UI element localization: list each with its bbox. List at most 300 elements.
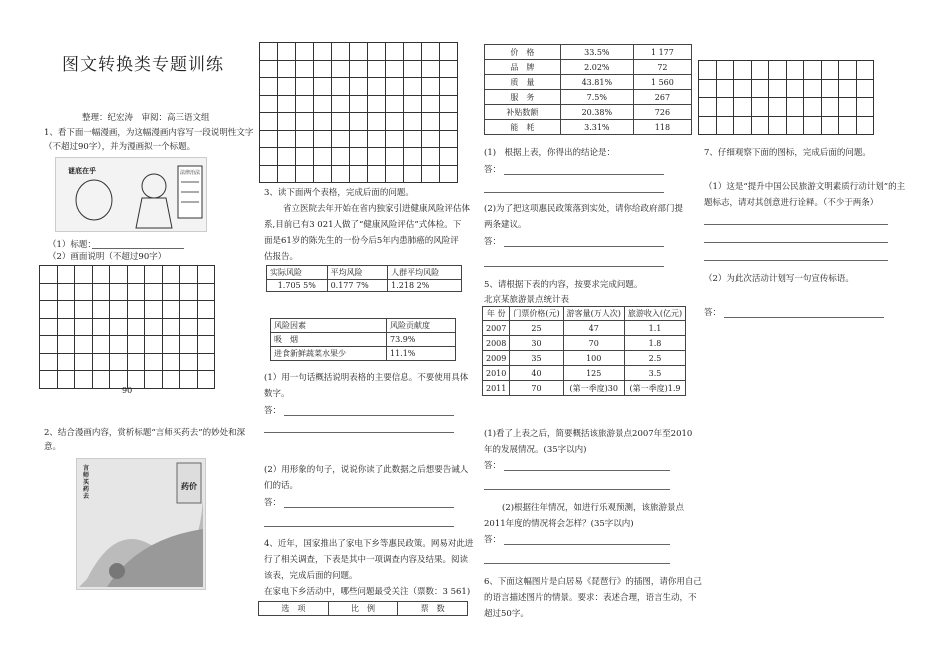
grid-cell[interactable] [786, 61, 804, 80]
grid-cell[interactable] [350, 78, 368, 96]
grid-cell[interactable] [839, 116, 857, 135]
grid-cell[interactable] [75, 353, 93, 371]
grid-cell[interactable] [260, 130, 278, 148]
grid-cell[interactable] [734, 79, 752, 98]
grid-cell[interactable] [296, 148, 314, 166]
grid-cell[interactable] [197, 353, 215, 371]
q3-t1-header: 实际风险 [267, 266, 328, 280]
q4-cell: 1 177 [633, 45, 691, 60]
grid-cell[interactable] [145, 336, 163, 354]
grid-cell[interactable] [57, 336, 75, 354]
q3-answer-line[interactable] [284, 507, 454, 508]
grid-cell[interactable] [332, 113, 350, 131]
grid-cell[interactable] [260, 148, 278, 166]
grid-cell[interactable] [75, 301, 93, 319]
grid-cell[interactable] [75, 266, 93, 284]
grid-cell[interactable] [440, 60, 458, 78]
grid-cell[interactable] [40, 371, 58, 389]
grid-cell[interactable] [180, 283, 198, 301]
q4-cell: 7.5% [560, 90, 633, 105]
grid-cell[interactable] [786, 116, 804, 135]
grid-cell[interactable] [260, 113, 278, 131]
grid-cell[interactable] [422, 148, 440, 166]
grid-cell[interactable] [197, 336, 215, 354]
grid-cell[interactable] [839, 98, 857, 117]
q4-cell: 1 560 [633, 75, 691, 90]
grid-cell[interactable] [332, 60, 350, 78]
grid-cell[interactable] [404, 60, 422, 78]
table-row [485, 45, 692, 60]
grid-cell[interactable] [821, 116, 839, 135]
grid-cell[interactable] [350, 43, 368, 61]
grid-cell[interactable] [751, 61, 769, 80]
q5-cell: 125 [563, 366, 624, 381]
grid-cell[interactable] [92, 301, 110, 319]
grid-cell[interactable] [40, 336, 58, 354]
q5-sub1-line2: 年的发展情况。(35字以内) [484, 445, 587, 455]
grid-cell[interactable] [92, 371, 110, 389]
q4-para-line3: 该表，完成后面的问题。 [264, 571, 358, 581]
q1-prompt-line1: 1、看下面一幅漫画，为这幅漫画内容写一段说明性文字 [44, 128, 254, 138]
q3-t1-cell: 1.218 2% [388, 280, 462, 292]
grid-cell[interactable] [386, 165, 404, 183]
grid-cell[interactable] [314, 60, 332, 78]
table-row [485, 120, 692, 135]
grid-cell[interactable] [40, 301, 58, 319]
grid-cell[interactable] [278, 113, 296, 131]
q2-writing-grid[interactable] [259, 42, 458, 183]
grid-cell[interactable] [786, 98, 804, 117]
grid-cell[interactable] [92, 318, 110, 336]
grid-cell[interactable] [404, 148, 422, 166]
grid-cell[interactable] [350, 165, 368, 183]
grid-cell[interactable] [769, 98, 787, 117]
grid-cell[interactable] [75, 318, 93, 336]
grid-cell[interactable] [260, 78, 278, 96]
grid-cell[interactable] [821, 79, 839, 98]
grid-cell[interactable] [75, 336, 93, 354]
grid-cell[interactable] [350, 130, 368, 148]
table-row [483, 366, 686, 381]
grid-cell[interactable] [296, 113, 314, 131]
grid-cell[interactable] [751, 116, 769, 135]
grid-cell[interactable] [145, 353, 163, 371]
q4-survey-table [484, 44, 692, 135]
grid-cell[interactable] [180, 266, 198, 284]
q7-sub1-line2: 题标志，请对其创意进行诠释。（不少于两条） [704, 198, 879, 208]
authors: 整理：纪宏涛 审阅：高三语文组 [82, 113, 210, 123]
q7-answer-line[interactable] [704, 224, 888, 225]
grid-cell[interactable] [57, 301, 75, 319]
grid-cell[interactable] [386, 95, 404, 113]
q3-t2-cell: 吸 烟 [271, 333, 387, 347]
q3-risk-table [266, 265, 462, 292]
grid-cell[interactable] [716, 116, 734, 135]
grid-cell[interactable] [332, 43, 350, 61]
grid-cell[interactable] [839, 79, 857, 98]
q4-cell: 267 [633, 90, 691, 105]
grid-cell[interactable] [197, 371, 215, 389]
grid-cell[interactable] [110, 266, 128, 284]
q4-cell: 726 [633, 105, 691, 120]
grid-cell[interactable] [856, 98, 874, 117]
q5-answer-line[interactable] [484, 563, 670, 564]
grid-cell[interactable] [786, 79, 804, 98]
q6-writing-grid[interactable] [698, 60, 874, 135]
grid-cell[interactable] [197, 301, 215, 319]
grid-cell[interactable] [716, 98, 734, 117]
grid-cell[interactable] [296, 78, 314, 96]
grid-cell[interactable] [278, 78, 296, 96]
grid-cell[interactable] [127, 318, 145, 336]
q4-cell: 72 [633, 60, 691, 75]
q1-title-answer-line[interactable] [92, 248, 184, 249]
grid-cell[interactable] [40, 283, 58, 301]
table-row [483, 381, 686, 396]
grid-cell[interactable] [422, 165, 440, 183]
grid-cell[interactable] [145, 283, 163, 301]
grid-cell[interactable] [92, 283, 110, 301]
grid-cell[interactable] [856, 116, 874, 135]
grid-cell[interactable] [404, 165, 422, 183]
grid-cell[interactable] [57, 266, 75, 284]
grid-cell[interactable] [110, 301, 128, 319]
q4-answer-line[interactable] [484, 192, 664, 193]
grid-cell[interactable] [422, 130, 440, 148]
grid-cell[interactable] [260, 43, 278, 61]
grid-cell[interactable] [856, 79, 874, 98]
grid-cell[interactable] [162, 266, 180, 284]
q4-para-line2: 行了相关调查，下表是其中一项调查内容及结果。阅读 [264, 555, 469, 565]
q4-cell: 43.81% [560, 75, 633, 90]
grid-cell[interactable] [804, 61, 822, 80]
grid-cell[interactable] [110, 353, 128, 371]
q7-answer-label: 答： [704, 308, 722, 318]
q5-cell: 47 [563, 321, 624, 336]
grid-cell[interactable] [350, 95, 368, 113]
grid-cell[interactable] [314, 165, 332, 183]
grid-cell[interactable] [386, 130, 404, 148]
grid-cell[interactable] [92, 266, 110, 284]
grid-cell[interactable] [180, 318, 198, 336]
q4-cell: 33.5% [560, 45, 633, 60]
grid-cell[interactable] [368, 148, 386, 166]
grid-cell[interactable] [75, 371, 93, 389]
grid-cell[interactable] [699, 61, 717, 80]
grid-cell[interactable] [751, 98, 769, 117]
grid-cell[interactable] [368, 43, 386, 61]
q5-cell: 3.5 [624, 366, 685, 381]
grid-cell[interactable] [440, 95, 458, 113]
grid-cell[interactable] [368, 113, 386, 131]
q4-survey-table-header [258, 601, 468, 616]
grid-cell[interactable] [804, 98, 822, 117]
q5-cell: 2009 [483, 351, 510, 366]
grid-cell[interactable] [314, 78, 332, 96]
grid-cell[interactable] [145, 266, 163, 284]
q5-header-cell: 旅游收入(亿元) [624, 307, 685, 321]
grid-cell[interactable] [260, 165, 278, 183]
grid-cell[interactable] [162, 353, 180, 371]
grid-cell[interactable] [386, 43, 404, 61]
grid-cell[interactable] [440, 43, 458, 61]
grid-cell[interactable] [332, 130, 350, 148]
grid-cell[interactable] [145, 371, 163, 389]
grid-cell[interactable] [57, 371, 75, 389]
q7-prompt: 7、仔细观察下面的图标，完成后面的问题。 [704, 148, 871, 158]
grid-cell[interactable] [821, 98, 839, 117]
grid-cell[interactable] [180, 336, 198, 354]
q7-answer-line[interactable] [704, 260, 888, 261]
cartoon-caption-1: 谜底在乎 [68, 166, 96, 175]
grid-cell[interactable] [350, 113, 368, 131]
q2-prompt-line2: 意。 [44, 442, 62, 452]
grid-cell[interactable] [332, 165, 350, 183]
q3-t2-cell: 11.1% [386, 347, 455, 361]
q5-cell: 70 [510, 381, 563, 396]
grid-cell[interactable] [386, 148, 404, 166]
grid-cell[interactable] [145, 318, 163, 336]
q5-header-cell: 年 份 [483, 307, 510, 321]
grid-cell[interactable] [57, 283, 75, 301]
q3-t2-header: 风险因素 [271, 319, 387, 333]
grid-cell[interactable] [127, 283, 145, 301]
grid-cell[interactable] [145, 301, 163, 319]
cartoon-caption-vertical: 言师买药去 [83, 465, 90, 500]
q3-answer-label-2: 答： [264, 498, 282, 508]
grid-cell[interactable] [734, 61, 752, 80]
grid-cell[interactable] [716, 79, 734, 98]
grid-cell[interactable] [40, 266, 58, 284]
grid-cell[interactable] [440, 148, 458, 166]
q5-cell: 40 [510, 366, 563, 381]
q3-answer-label: 答： [264, 406, 282, 416]
q3-para-line3: 面是61岁的陈先生的一份今后5年内患肺癌的风险评 [264, 236, 459, 246]
grid-cell[interactable] [278, 148, 296, 166]
grid-cell[interactable] [162, 318, 180, 336]
q4-sub2-line1: (2)为了把这项惠民政策落到实处，请你给政府部门提 [484, 204, 684, 214]
grid-cell[interactable] [332, 78, 350, 96]
grid-cell[interactable] [162, 283, 180, 301]
q5-answer-line[interactable] [504, 470, 670, 471]
grid-cell[interactable] [127, 353, 145, 371]
q4-cell: 118 [633, 120, 691, 135]
q5-cell: 25 [510, 321, 563, 336]
grid-cell[interactable] [332, 148, 350, 166]
grid-cell[interactable] [57, 353, 75, 371]
q3-answer-line[interactable] [284, 415, 454, 416]
grid-cell[interactable] [110, 318, 128, 336]
q5-sub2-line1: (2)根据往年情况，如进行乐观预测，该旅游景点 [502, 503, 685, 513]
q3-sub2-line2: 们的话。 [264, 481, 299, 491]
grid-cell[interactable] [40, 318, 58, 336]
q1-writing-grid[interactable] [39, 265, 215, 389]
cartoon-image-doctor [55, 157, 207, 232]
grid-cell[interactable] [278, 95, 296, 113]
q4-cell: 服 务 [485, 90, 561, 105]
grid-cell[interactable] [699, 116, 717, 135]
grid-cell[interactable] [769, 61, 787, 80]
q4-cell: 能 耗 [485, 120, 561, 135]
q5-cell: 30 [510, 336, 563, 351]
grid-cell[interactable] [110, 336, 128, 354]
grid-cell[interactable] [75, 283, 93, 301]
q4-answer-label-2: 答： [484, 237, 502, 247]
grid-cell[interactable] [57, 318, 75, 336]
q5-cell: 2007 [483, 321, 510, 336]
grid-cell[interactable] [350, 60, 368, 78]
q4-answer-line[interactable] [504, 246, 664, 247]
q5-answer-line[interactable] [484, 489, 670, 490]
grid-cell[interactable] [368, 130, 386, 148]
grid-cell[interactable] [278, 60, 296, 78]
q5-cell: (第一季度)1.9 [624, 381, 685, 396]
q3-t1-header: 平均风险 [327, 266, 388, 280]
grid-cell[interactable] [440, 113, 458, 131]
grid-cell[interactable] [404, 113, 422, 131]
grid-cell[interactable] [296, 60, 314, 78]
cartoon-caption-price: 药价 [181, 481, 197, 491]
grid-cell[interactable] [422, 60, 440, 78]
grid-cell[interactable] [180, 301, 198, 319]
grid-cell[interactable] [278, 130, 296, 148]
q4-answer-label: 答： [484, 165, 502, 175]
grid-cell[interactable] [368, 95, 386, 113]
q5-cell: 2011 [483, 381, 510, 396]
grid-cell[interactable] [422, 95, 440, 113]
q5-answer-label-2: 答： [484, 535, 502, 545]
q4-answer-line[interactable] [484, 266, 664, 267]
q1-grid-count-mark: 90 [122, 386, 133, 395]
q3-answer-line[interactable] [264, 432, 454, 433]
grid-cell[interactable] [40, 353, 58, 371]
grid-cell[interactable] [92, 336, 110, 354]
grid-cell[interactable] [314, 148, 332, 166]
grid-cell[interactable] [350, 148, 368, 166]
q5-cell: 100 [563, 351, 624, 366]
grid-cell[interactable] [386, 60, 404, 78]
grid-cell[interactable] [769, 116, 787, 135]
grid-cell[interactable] [162, 301, 180, 319]
grid-cell[interactable] [162, 336, 180, 354]
q4-sub2-line2: 两条建议。 [484, 220, 527, 230]
grid-cell[interactable] [804, 79, 822, 98]
grid-cell[interactable] [422, 78, 440, 96]
grid-cell[interactable] [110, 283, 128, 301]
table-row [485, 90, 692, 105]
q5-cell: 2010 [483, 366, 510, 381]
q7-answer-line[interactable] [724, 317, 884, 318]
grid-cell[interactable] [404, 95, 422, 113]
grid-cell[interactable] [440, 165, 458, 183]
grid-cell[interactable] [197, 283, 215, 301]
q5-answer-line[interactable] [504, 544, 670, 545]
grid-cell[interactable] [386, 78, 404, 96]
grid-cell[interactable] [314, 95, 332, 113]
q5-cell: 1.8 [624, 336, 685, 351]
q4-answer-line[interactable] [504, 174, 664, 175]
grid-cell[interactable] [278, 43, 296, 61]
q7-answer-line[interactable] [704, 242, 888, 243]
grid-cell[interactable] [296, 130, 314, 148]
page-title: 图文转换类专题训练 [62, 55, 224, 75]
grid-cell[interactable] [769, 79, 787, 98]
q4-header-cell: 比 例 [328, 602, 398, 616]
grid-cell[interactable] [821, 61, 839, 80]
grid-cell[interactable] [699, 98, 717, 117]
q3-t1-header: 人群平均风险 [388, 266, 462, 280]
q4-cell: 20.38% [560, 105, 633, 120]
table-row [483, 336, 686, 351]
q7-sub1-line1: （1）这是“提升中国公民旅游文明素质行动计划”的主 [704, 182, 906, 192]
grid-cell[interactable] [716, 61, 734, 80]
grid-cell[interactable] [197, 266, 215, 284]
grid-cell[interactable] [839, 61, 857, 80]
q3-prompt: 3、读下面两个表格，完成后面的问题。 [264, 188, 414, 198]
grid-cell[interactable] [699, 79, 717, 98]
grid-cell[interactable] [734, 98, 752, 117]
q7-sub2: （2）为此次活动计划写一句宣传标语。 [704, 274, 854, 284]
grid-cell[interactable] [368, 165, 386, 183]
grid-cell[interactable] [404, 130, 422, 148]
grid-cell[interactable] [92, 353, 110, 371]
grid-cell[interactable] [368, 60, 386, 78]
q3-t2-header: 风险贡献度 [386, 319, 455, 333]
grid-cell[interactable] [180, 353, 198, 371]
grid-cell[interactable] [127, 336, 145, 354]
q5-cell: 2008 [483, 336, 510, 351]
table-row [483, 351, 686, 366]
grid-cell[interactable] [440, 130, 458, 148]
grid-cell[interactable] [804, 116, 822, 135]
q5-sub2-line2: 2011年度的情况将会怎样？(35字以内) [484, 519, 634, 529]
grid-cell[interactable] [440, 78, 458, 96]
grid-cell[interactable] [260, 95, 278, 113]
grid-cell[interactable] [314, 130, 332, 148]
grid-cell[interactable] [296, 165, 314, 183]
grid-cell[interactable] [368, 78, 386, 96]
grid-cell[interactable] [751, 79, 769, 98]
grid-cell[interactable] [332, 95, 350, 113]
grid-cell[interactable] [296, 95, 314, 113]
grid-cell[interactable] [296, 43, 314, 61]
grid-cell[interactable] [314, 113, 332, 131]
grid-cell[interactable] [856, 61, 874, 80]
grid-cell[interactable] [260, 60, 278, 78]
q1-title-label: （1）标题： [48, 240, 96, 250]
grid-cell[interactable] [404, 43, 422, 61]
q5-prompt: 5、请根据下表的内容，按要求完成问题。 [484, 280, 643, 290]
q6-para-line2: 的语言描述图片的情景。要求：表述合理，语言生动，不 [484, 593, 697, 603]
q3-answer-line[interactable] [264, 526, 454, 527]
grid-cell[interactable] [422, 43, 440, 61]
grid-cell[interactable] [734, 116, 752, 135]
grid-cell[interactable] [197, 318, 215, 336]
grid-cell[interactable] [422, 113, 440, 131]
grid-cell[interactable] [404, 78, 422, 96]
grid-cell[interactable] [127, 301, 145, 319]
grid-cell[interactable] [386, 113, 404, 131]
q1-prompt-line2: （不超过90字），并为漫画拟一个标题。 [44, 142, 196, 152]
grid-cell[interactable] [314, 43, 332, 61]
grid-cell[interactable] [180, 371, 198, 389]
q3-t1-cell: 1.705 5% [267, 280, 328, 292]
q6-para-line3: 超过50字。 [484, 609, 529, 619]
grid-cell[interactable] [162, 371, 180, 389]
table-row [485, 105, 692, 120]
grid-cell[interactable] [278, 165, 296, 183]
grid-cell[interactable] [127, 266, 145, 284]
